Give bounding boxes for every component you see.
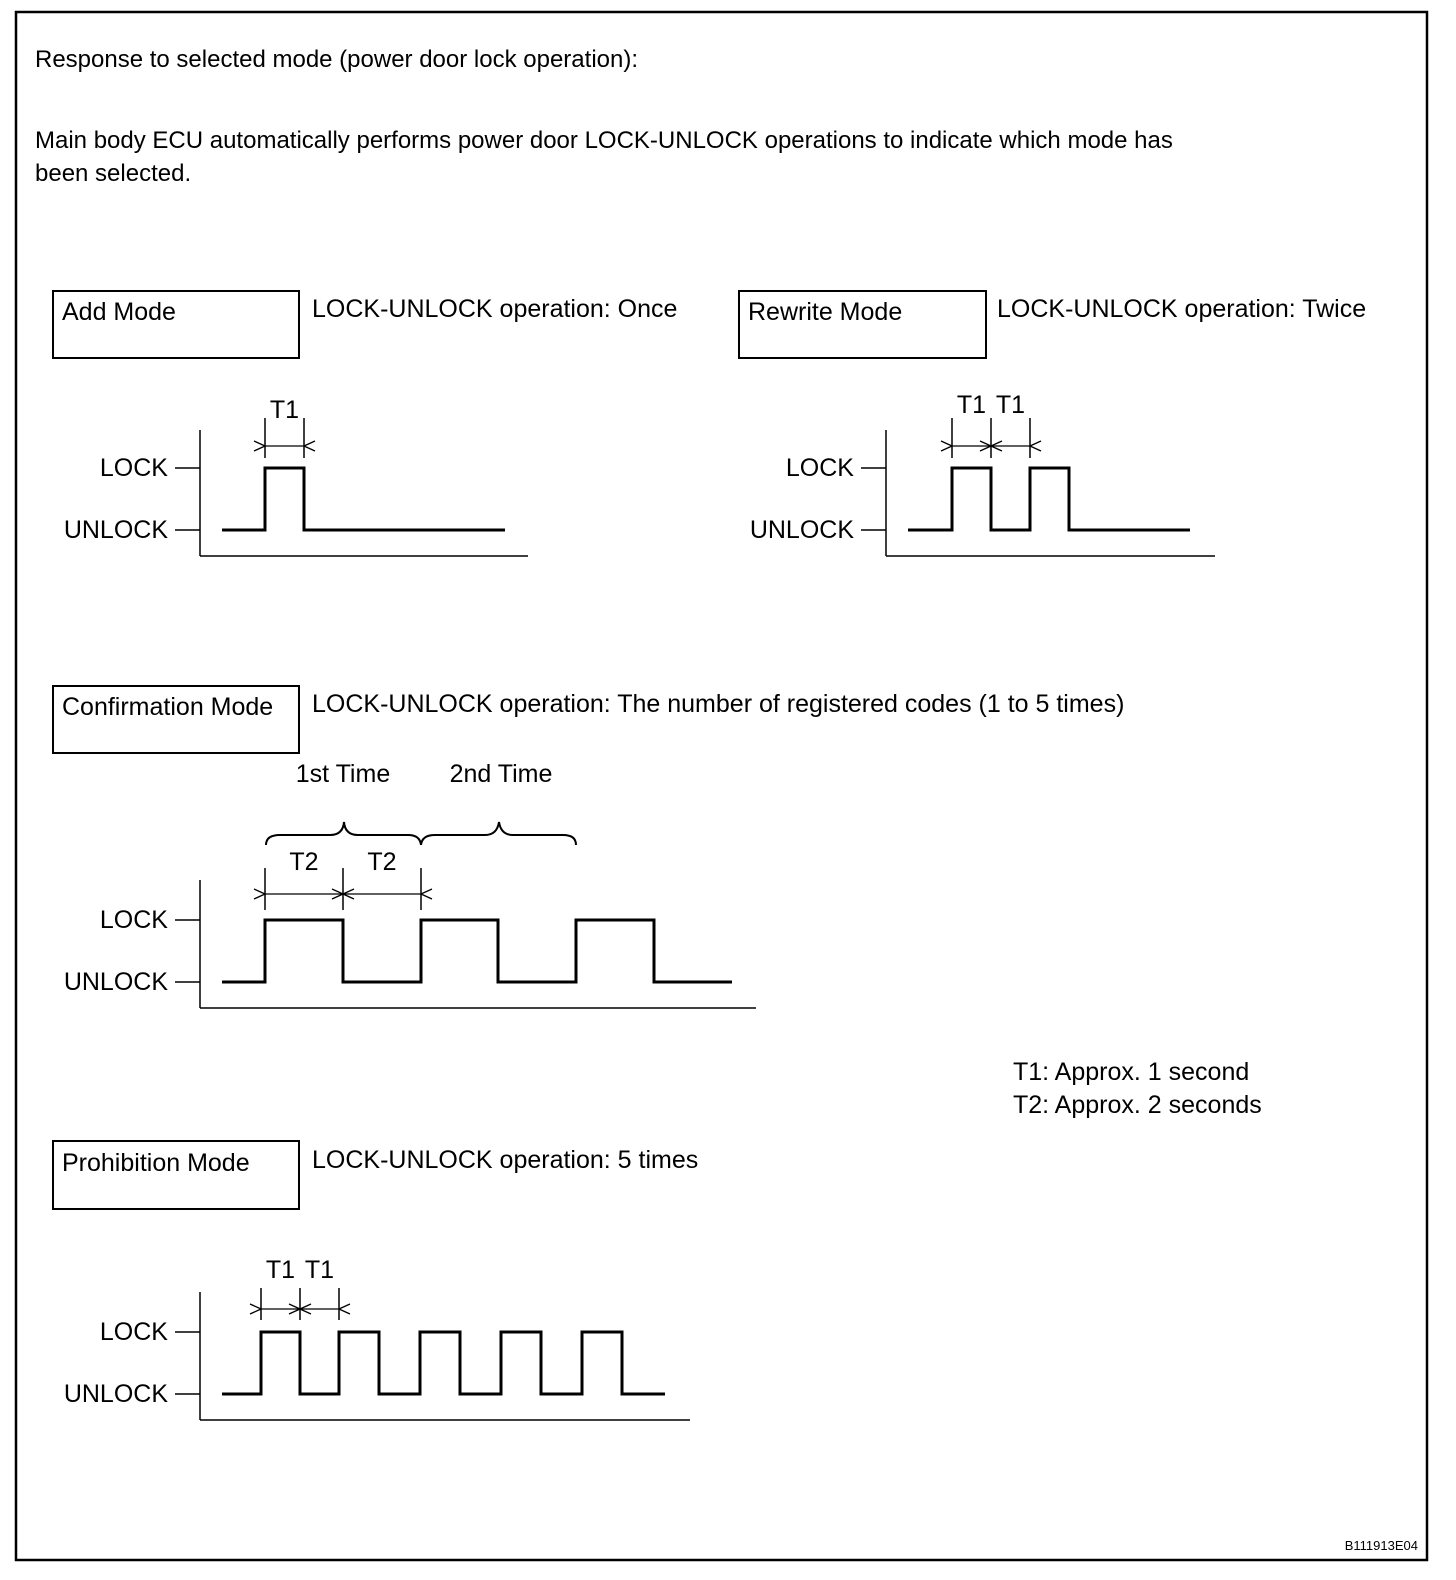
group-label-2nd: 2nd Time	[449, 760, 553, 788]
group-label-1st: 1st Time	[295, 760, 391, 788]
mode-description: LOCK-UNLOCK operation: The number of registered codes (1 to 5 times)	[312, 690, 1125, 718]
confirmation-mode-header	[53, 686, 1124, 845]
waveform	[222, 920, 732, 982]
interval-label: T1	[995, 391, 1026, 419]
timing-chart-confirmation-mode	[64, 848, 756, 1008]
figure-code: B111913E04	[1344, 1538, 1418, 1553]
lock-label: LOCK	[785, 454, 854, 482]
timing-chart-prohibition-mode	[64, 1256, 690, 1420]
timing-chart-rewrite-mode	[750, 391, 1215, 556]
interval-label: T2	[289, 848, 319, 876]
unlock-label: UNLOCK	[63, 1380, 168, 1408]
timing-chart-add-mode	[64, 396, 528, 556]
unlock-label: UNLOCK	[749, 516, 854, 544]
intro-line-2: been selected.	[35, 160, 192, 187]
brace-1st	[266, 822, 421, 845]
interval-label: T1	[304, 1256, 335, 1284]
mode-name: Confirmation Mode	[62, 693, 274, 721]
lock-label: LOCK	[99, 906, 168, 934]
mode-name: Rewrite Mode	[748, 298, 903, 326]
interval-label: T1	[265, 1256, 296, 1284]
waveform	[908, 468, 1190, 530]
add-mode-header	[53, 291, 677, 358]
interval-label: T1	[269, 396, 300, 424]
interval-label: T1	[956, 391, 987, 419]
rewrite-mode-header	[739, 291, 1366, 358]
heading: Response to selected mode (power door lock operation):	[35, 46, 638, 73]
waveform	[222, 1332, 665, 1394]
intro-line-1: Main body ECU automatically performs power door LOCK-UNLOCK operations to indicate which mode has	[35, 127, 1173, 154]
prohibition-mode-header	[53, 1141, 698, 1209]
waveform	[222, 468, 505, 530]
mode-description: LOCK-UNLOCK operation: Twice	[997, 295, 1367, 323]
interval-label: T2	[367, 848, 397, 876]
unlock-label: UNLOCK	[63, 968, 168, 996]
mode-name: Prohibition Mode	[62, 1149, 250, 1177]
lock-label: LOCK	[99, 1318, 168, 1346]
lock-label: LOCK	[99, 454, 168, 482]
brace-2nd	[421, 822, 576, 845]
mode-description: LOCK-UNLOCK operation: Once	[312, 295, 678, 323]
mode-name: Add Mode	[62, 298, 176, 326]
legend-t2: T2: Approx. 2 seconds	[1013, 1091, 1262, 1119]
outer-border	[16, 12, 1427, 1560]
unlock-label: UNLOCK	[63, 516, 168, 544]
legend-t1: T1: Approx. 1 second	[1013, 1058, 1250, 1086]
mode-description: LOCK-UNLOCK operation: 5 times	[312, 1146, 699, 1174]
